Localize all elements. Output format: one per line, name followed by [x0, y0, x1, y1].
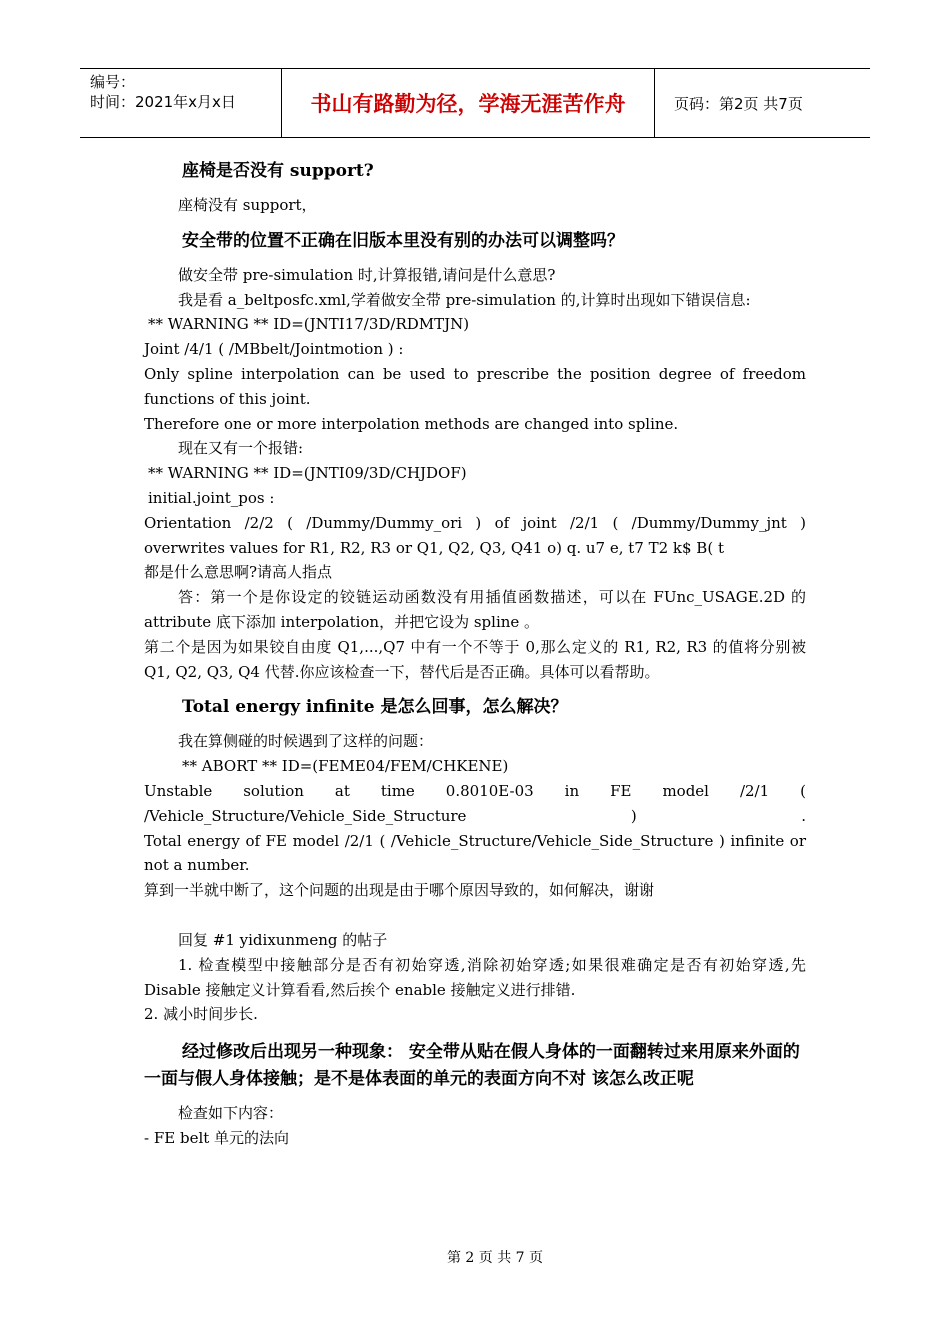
page-header — [80, 68, 870, 138]
section-1-title: 座椅是否没有 support? — [182, 161, 374, 181]
section-4-title: 经过修改后出现另一种现象： 安全带从贴在假人身体的一面翻转过来用原来外面的一面与假人身体接触；是不是体表面的单元的表面方向不对 该怎么改正呢 — [144, 1042, 800, 1090]
paragraph: 答：第一个是你设定的铰链运动函数没有用插值函数描述，可以在 FUnc_USAGE.2D 的 attribute 底下添加 interpolation，并把它设为 spline 。 — [144, 588, 806, 631]
header-page-info-text: 页码：第2页 共7页 — [674, 94, 803, 113]
paragraph: 做安全带 pre-simulation 时,计算报错,请问是什么意思? — [178, 265, 556, 284]
header-time-label: 时间：2021年x月x日 — [90, 93, 236, 111]
spacer — [144, 903, 806, 928]
paragraph: 我是看 a_beltposfc.xml,学着做安全带 pre-simulation 的,计算时出现如下错误信息: — [178, 290, 751, 309]
section-3-title: Total energy infinite 是怎么回事，怎么解决？ — [182, 697, 568, 718]
page-footer — [0, 1247, 950, 1267]
header-motto: 书山有路勤为径，学海无涯苦作舟 — [281, 69, 655, 137]
section-2-title: 安全带的位置不正确在旧版本里没有别的办法可以调整吗？ — [182, 230, 624, 251]
paragraph: 我在算侧碰的时候遇到了这样的问题： — [178, 732, 434, 751]
paragraph: 第二个是因为如果铰自由度 Q1,...,Q7 中有一个不等于 0,那么定义的 R1, R2, R3 的值将分别被 Q1, Q2, Q3, Q4 代替.你应该检查一下，替代后是否正确。具体可以看帮助。 — [144, 637, 806, 681]
paragraph: 检查如下内容： — [178, 1104, 284, 1123]
header-page-info — [664, 69, 870, 137]
paragraph: Therefore one or more interpolation methods are changed into spline. — [144, 414, 679, 433]
paragraph: 2. 减小时间步长. — [144, 1005, 258, 1024]
footer-page-number: 第 2 页 共 7 页 — [446, 1250, 544, 1266]
paragraph: 回复 #1 yidixunmeng 的帖子 — [178, 930, 388, 949]
paragraph: 算到一半就中断了，这个问题的出现是由于哪个原因导致的，如何解决，谢谢 — [144, 881, 655, 900]
paragraph: Joint /4/1 ( /MBbelt/Jointmotion ) : — [144, 340, 404, 359]
paragraph: Total energy of FE model /2/1 ( /Vehicle_Structure/Vehicle_Side_Structure ) infinite or not a number. — [144, 831, 806, 875]
header-meta-cell — [80, 69, 280, 137]
document-body — [144, 150, 806, 1151]
paragraph: - FE belt 单元的法向 — [144, 1128, 290, 1147]
paragraph: ** ABORT ** ID=(FEME04/FEM/CHKENE) — [182, 757, 509, 776]
paragraph: 现在又有一个报错: — [178, 439, 304, 458]
paragraph: Orientation /2/2 ( /Dummy/Dummy_ori ) of joint /2/1 ( /Dummy/Dummy_jnt ) overwrites values for R1, R2, R3 or Q1, Q2, Q3, Q41 o) q. u7 e, t7 T2 k$ B( t — [144, 513, 806, 557]
paragraph: initial.joint_pos : — [148, 488, 275, 507]
paragraph: ** WARNING ** ID=(JNTI17/3D/RDMTJN) — [148, 315, 470, 334]
section-1-paragraph: 座椅没有 support， — [178, 196, 317, 214]
paragraph: 都是什么意思啊?请高人指点 — [144, 563, 333, 582]
paragraph: Only spline interpolation can be used to prescribe the position degree of freedom functions of this joint. — [144, 364, 806, 408]
header-number-label: 编号： — [90, 73, 136, 91]
paragraph: 1. 检查模型中接触部分是否有初始穿透,消除初始穿透;如果很难确定是否有初始穿透,先 Disable 接触定义计算看看,然后挨个 enable 接触定义进行排错. — [144, 955, 806, 999]
paragraph: ** WARNING ** ID=(JNTI09/3D/CHJDOF) — [148, 464, 467, 483]
paragraph: Unstable solution at time 0.8010E-03 in FE model /2/1 ( /Vehicle_Structure/Vehicle_Side_Structure ) . — [144, 781, 806, 825]
